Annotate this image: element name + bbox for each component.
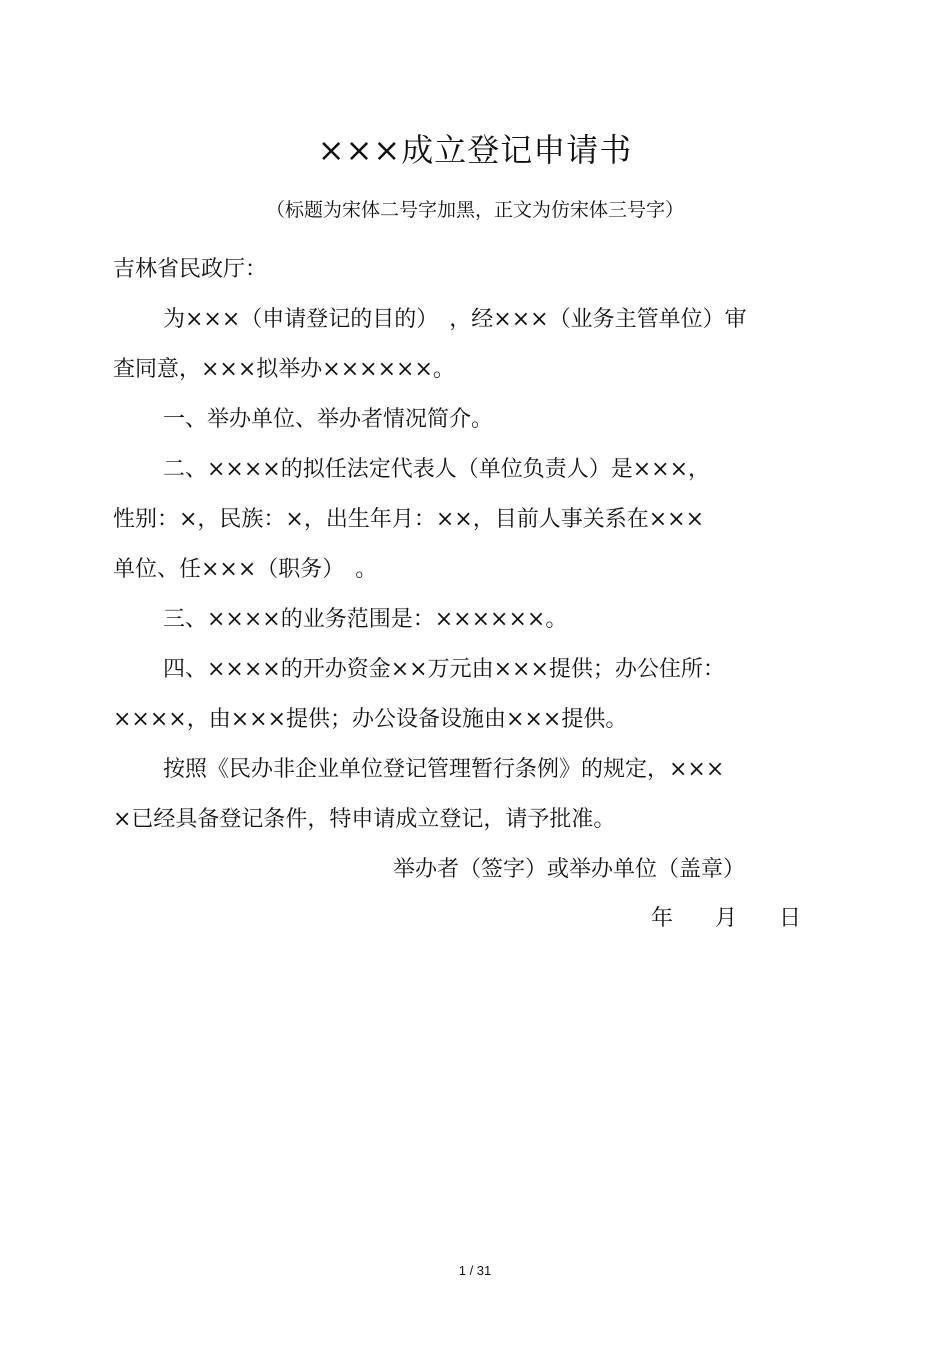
addressee: 吉林省民政厅： (113, 257, 268, 282)
signature-line: 举办者（签字）或举办单位（盖章） (393, 857, 746, 882)
body-line: 二、××××的拟任法定代表人（单位负责人）是×××， (163, 457, 711, 482)
body-line: 单位、任×××（职务） 。 (113, 557, 378, 582)
body-line: ×已经具备登记条件，特申请成立登记，请予批准。 (113, 807, 616, 832)
body-line: 按照《民办非企业单位登记管理暂行条例》的规定，××× (163, 757, 725, 782)
body-line: 查同意，×××拟举办××××××。 (113, 357, 455, 382)
body-line: ××××，由×××提供；办公设备设施由×××提供。 (113, 707, 628, 732)
page-number: 1 / 31 (458, 1263, 492, 1278)
body-line: 性别：×，民族：×，出生年月：××，目前人事关系在××× (113, 507, 705, 532)
date-month: 月 (715, 906, 738, 931)
body-line: 四、××××的开办资金××万元由×××提供；办公住所： (163, 657, 725, 682)
date-day: 日 (779, 906, 802, 931)
body-line: 三、××××的业务范围是：××××××。 (163, 607, 568, 632)
body-line: 一、举办单位、举办者情况简介。 (163, 407, 494, 432)
date-year: 年 (651, 906, 674, 931)
document-title: ×××成立登记申请书 (317, 131, 633, 169)
document-subtitle: （标题为宋体二号字加黑，正文为仿宋体三号字） (265, 199, 684, 221)
body-line: 为×××（申请登记的目的） ，经×××（业务主管单位）审 (163, 307, 747, 332)
